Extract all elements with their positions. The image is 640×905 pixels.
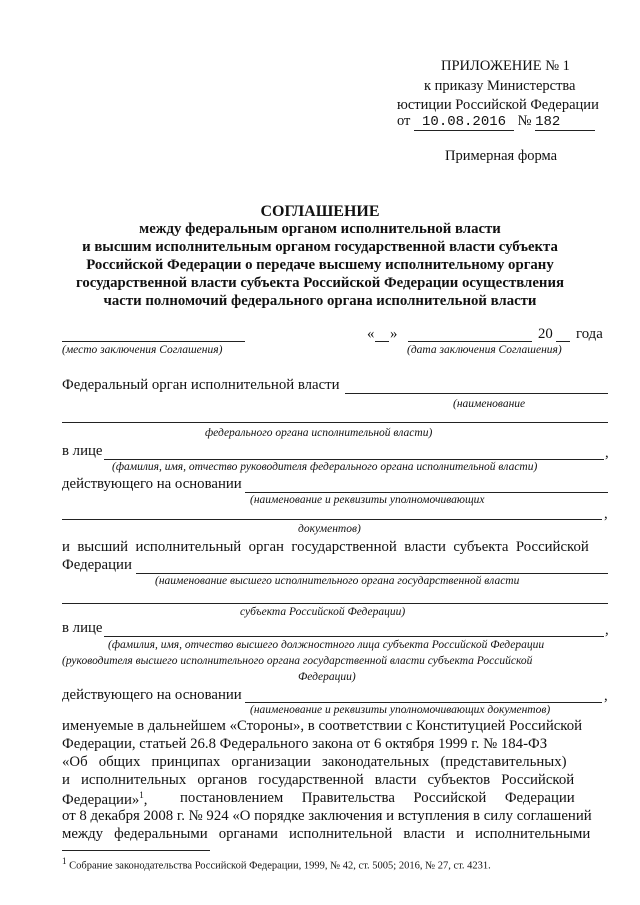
- higher-organ-name-line: [136, 573, 608, 574]
- from-label: от: [397, 113, 411, 129]
- comma-4: ,: [604, 688, 608, 704]
- year-prefix: 20: [538, 326, 553, 342]
- hint-docs-2: документов): [298, 523, 361, 535]
- hint-higher-1: (наименование высшего исполнительного органа государственной власти: [155, 575, 520, 587]
- hint-fed-organ: федерального органа исполнительной власти): [205, 427, 433, 439]
- comma-1: ,: [605, 445, 609, 461]
- month-line: [408, 341, 532, 342]
- higher-organ-name-line-2: [62, 603, 608, 604]
- para-line-4: и исполнительных органов государственной власти субъектов Российской: [62, 772, 575, 788]
- fed-organ-label: Федеральный орган исполнительной власти: [62, 377, 340, 393]
- title-line-3: Российской Федерации о передаче высшему исполнительному органу: [86, 257, 554, 273]
- title-line-4: государственной власти субъекта Российской Федерации осуществления: [76, 275, 564, 291]
- official-fio-line: [104, 636, 604, 637]
- basis-line-2: [62, 519, 602, 520]
- in-person-label-2: в лице: [62, 620, 103, 636]
- para-line-1: именуемые в дальнейшем «Стороны», в соответствии с Конституцией Российской: [62, 718, 583, 734]
- comma-3: ,: [605, 622, 609, 638]
- year-suffix: года: [576, 326, 603, 342]
- acting-basis-label-2: действующего на основании: [62, 687, 242, 703]
- form-label: Примерная форма: [445, 148, 558, 164]
- para-line-3: «Об общих принципах организации законодательных (представительных): [62, 754, 567, 770]
- place-line: [62, 341, 245, 342]
- hint-official-2: (руководителя высшего исполнительного органа государственной власти субъекта Российской: [62, 655, 533, 667]
- fed-organ-line: [345, 393, 608, 394]
- para-line-5-end: постановлением Правительства Российской Федерации: [180, 790, 575, 806]
- footnote-ref: 1: [139, 790, 144, 800]
- place-hint: (место заключения Соглашения): [62, 344, 223, 356]
- date-quote-open: «: [367, 326, 375, 342]
- para-line-7: между федеральными органами исполнительной власти и исполнительными: [62, 826, 591, 842]
- fed-organ-line-2: [62, 422, 608, 423]
- footnote-text: Собрание законодательства Российской Федерации, 1999, № 42, ст. 5005; 2016, № 27, ст. 4231.: [69, 860, 491, 872]
- footnote: [62, 856, 491, 872]
- hint-fio-head: (фамилия, имя, отчество руководителя федерального органа исполнительной власти): [112, 461, 538, 473]
- para-line-6: от 8 декабря 2008 г. № 924 «О порядке заключения и вступления в силу соглашений: [62, 808, 592, 824]
- hint-docs-1: (наименование и реквизиты уполномочивающих: [250, 494, 485, 506]
- higher-organ-line: и высший исполнительный орган государственной власти субъекта Российской: [62, 539, 589, 555]
- hint-official-3: Федерации): [298, 671, 356, 683]
- number-label: №: [517, 113, 532, 129]
- basis-line-3: [245, 702, 602, 703]
- acting-basis-label: действующего на основании: [62, 476, 242, 492]
- order-number: 182: [535, 114, 595, 131]
- hint-docs-full: (наименование и реквизиты уполномочивающих документов): [250, 704, 551, 716]
- appendix-line-1: к приказу Министерства: [424, 78, 576, 94]
- para-federation-word: Федерации»: [62, 791, 140, 808]
- basis-line: [245, 492, 608, 493]
- year-line: [556, 341, 570, 342]
- in-person-label: в лице: [62, 443, 103, 459]
- head-fio-line: [104, 459, 604, 460]
- day-line: [375, 341, 389, 342]
- date-quote-close: »: [390, 326, 398, 342]
- hint-name: (наименование: [453, 398, 526, 410]
- hint-official-1: (фамилия, имя, отчество высшего должностного лица субъекта Российской Федерации: [108, 639, 545, 651]
- date-hint: (дата заключения Соглашения): [407, 344, 562, 356]
- title-line-2: и высшим исполнительным органом государственной власти субъекта: [82, 239, 558, 255]
- appendix-title: ПРИЛОЖЕНИЕ № 1: [441, 58, 570, 74]
- para-line-5-start: Федерации»$^1$,: [62, 790, 148, 808]
- para-line-2: Федерации, статьей 26.8 Федерального закона от 6 октября 1999 г. № 184-ФЗ: [62, 736, 548, 752]
- order-date-row: [397, 113, 595, 131]
- hint-higher-2: субъекта Российской Федерации): [240, 606, 406, 618]
- title-line-5: части полномочий федерального органа исполнительной власти: [103, 293, 537, 309]
- order-date: 10.08.2016: [414, 114, 514, 131]
- footnote-separator: [62, 850, 210, 851]
- comma-2: ,: [604, 506, 608, 522]
- appendix-line-2: юстиции Российской Федерации: [397, 97, 599, 113]
- title-line-1: между федеральным органом исполнительной власти: [139, 221, 501, 237]
- federation-label: Федерации: [62, 557, 132, 573]
- agreement-title: СОГЛАШЕНИЕ: [260, 203, 380, 220]
- footnote-mark: 1: [62, 856, 67, 866]
